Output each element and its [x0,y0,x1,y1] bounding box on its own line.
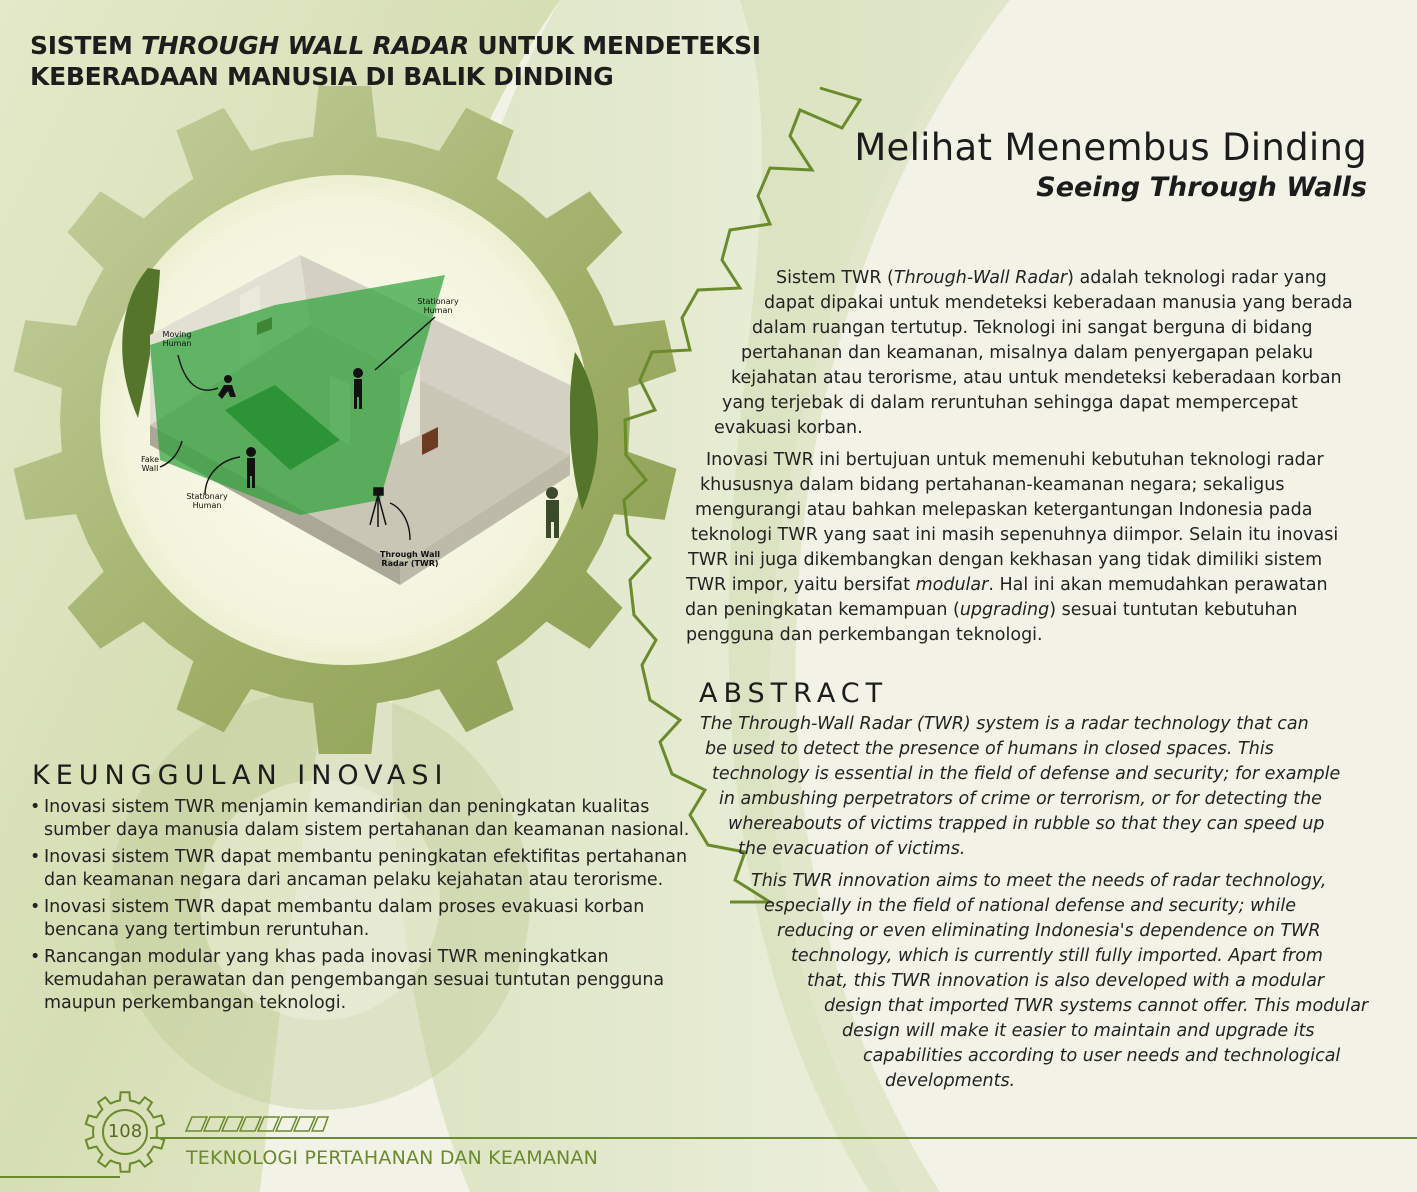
desc-p1-line: evakuasi korban. [714,418,863,438]
hatch-decoration [180,1115,330,1133]
label-stationary-top-1: Stationary [417,297,459,306]
label-moving-1: Moving [162,330,192,339]
title-line-2: KEBERADAAN MANUSIA DI BALIK DINDING [30,62,614,91]
advantage-item: • Inovasi sistem TWR menjamin kemandirian dan peningkatan kualitas sumber daya manusia dalam sistem pertahanan dan keamanan nasional. [30,796,710,842]
desc-p2-line-7: dan peningkatan kemampuan (upgrading) sesuai tuntutan kebutuhan [685,600,1298,620]
advantage-item: • Inovasi sistem TWR dapat membantu peningkatan efektifitas pertahanan dan keamanan negara dari ancaman pelaku kejahatan atau terorisme. [30,846,710,892]
abstract-p2-line: developments. [885,1071,1016,1091]
abstract-p1-line: The Through-Wall Radar (TWR) system is a radar technology that can [700,714,1309,734]
desc-p2-line: TWR ini juga dikembangkan dengan kekhasan yang tidak dimiliki sistem [688,550,1323,570]
abstract-p2-line: design will make it easier to maintain and upgrade its [842,1021,1315,1041]
label-moving-2: Human [162,339,192,348]
desc-p1-line-1: Sistem TWR (Through-Wall Radar) adalah teknologi radar yang [776,268,1327,288]
section-title-id: Melihat Menembus Dinding [854,126,1367,169]
label-twr-1: Through Wall [380,550,440,559]
abstract-p2-line: design that imported TWR systems cannot offer. This modular [824,996,1369,1016]
page-number: 108 [107,1121,143,1142]
abstract-p2-line: capabilities according to user needs and technological [863,1046,1341,1066]
label-stationary-top-2: Human [423,306,453,315]
abstract-p2-line: especially in the field of national defense and security; while [764,896,1296,916]
title-italic: THROUGH WALL RADAR [140,31,470,60]
desc-p2-line-6: TWR impor, yaitu bersifat modular. Hal ini akan memudahkan perawatan [686,575,1328,595]
label-fake-wall-2: Wall [141,464,159,473]
abstract-p1-line: be used to detect the presence of humans in closed spaces. This [705,739,1274,759]
footer-label: TEKNOLOGI PERTAHANAN DAN KEAMANAN [186,1147,599,1169]
desc-p1-line: pertahanan dan keamanan, misalnya dalam penyergapan pelaku [741,343,1314,363]
advantages-list [30,796,710,1019]
advantage-item: • Inovasi sistem TWR dapat membantu dalam proses evakuasi korban bencana yang tertimbun reruntuhan. [30,896,710,942]
desc-p2-line: pengguna dan perkembangan teknologi. [686,625,1043,645]
title-part-1: SISTEM [30,31,141,60]
label-stationary-bottom-1: Stationary [186,492,228,501]
desc-p2-line: mengurangi atau bahkan melepaskan ketergantungan Indonesia pada [695,500,1313,520]
abstract-p1-line: in ambushing perpetrators of crime or terrorism, or for detecting the [719,789,1322,809]
title-part-2: UNTUK MENDETEKSI [469,31,761,60]
label-twr-2: Radar (TWR) [381,559,439,568]
desc-p1-line: dalam ruangan tertutup. Teknologi ini sangat berguna di bidang [752,318,1313,338]
abstract-p1-line: whereabouts of victims trapped in rubble so that they can speed up [728,814,1325,834]
abstract-p2-line: reducing or even eliminating Indonesia's dependence on TWR [777,921,1321,941]
label-stationary-bottom-2: Human [192,501,222,510]
advantages-heading: KEUNGGULAN INOVASI [32,760,449,791]
description-paragraph-1 [0,266,1353,441]
desc-p2-line: teknologi TWR yang saat ini masih sepenuhnya diimpor. Selain itu inovasi [691,525,1339,545]
page-title [30,30,830,92]
abstract-p2-line: This TWR innovation aims to meet the needs of radar technology, [751,871,1327,891]
desc-p1-line: kejahatan atau terorisme, atau untuk mendeteksi keberadaan korban [731,368,1342,388]
section-title-en: Seeing Through Walls [1036,172,1367,203]
abstract-heading: ABSTRACT [699,678,889,709]
desc-p2-line: Inovasi TWR ini bertujuan untuk memenuhi kebutuhan teknologi radar [706,450,1324,470]
abstract-p1-line: technology is essential in the field of defense and security; for example [712,764,1341,784]
desc-p1-line: yang terjebak di dalam reruntuhan sehingga dapat mempercepat [722,393,1298,413]
desc-p2-line: khususnya dalam bidang pertahanan-keamanan negara; sekaligus [700,475,1285,495]
desc-p1-line: dapat dipakai untuk mendeteksi keberadaan manusia yang berada [764,293,1353,313]
abstract-p2-line: technology, which is currently still fully imported. Apart from [791,946,1323,966]
abstract-p2-line: that, this TWR innovation is also developed with a modular [807,971,1325,991]
abstract-p1-line: the evacuation of victims. [738,839,966,859]
description-paragraph-2 [0,448,1338,648]
advantage-item: • Rancangan modular yang khas pada inovasi TWR meningkatkan kemudahan perawatan dan pengembangan sesuai tuntutan pengguna maupun perkembangan teknologi. [30,946,710,1015]
label-fake-wall-1: Fake [140,455,160,464]
